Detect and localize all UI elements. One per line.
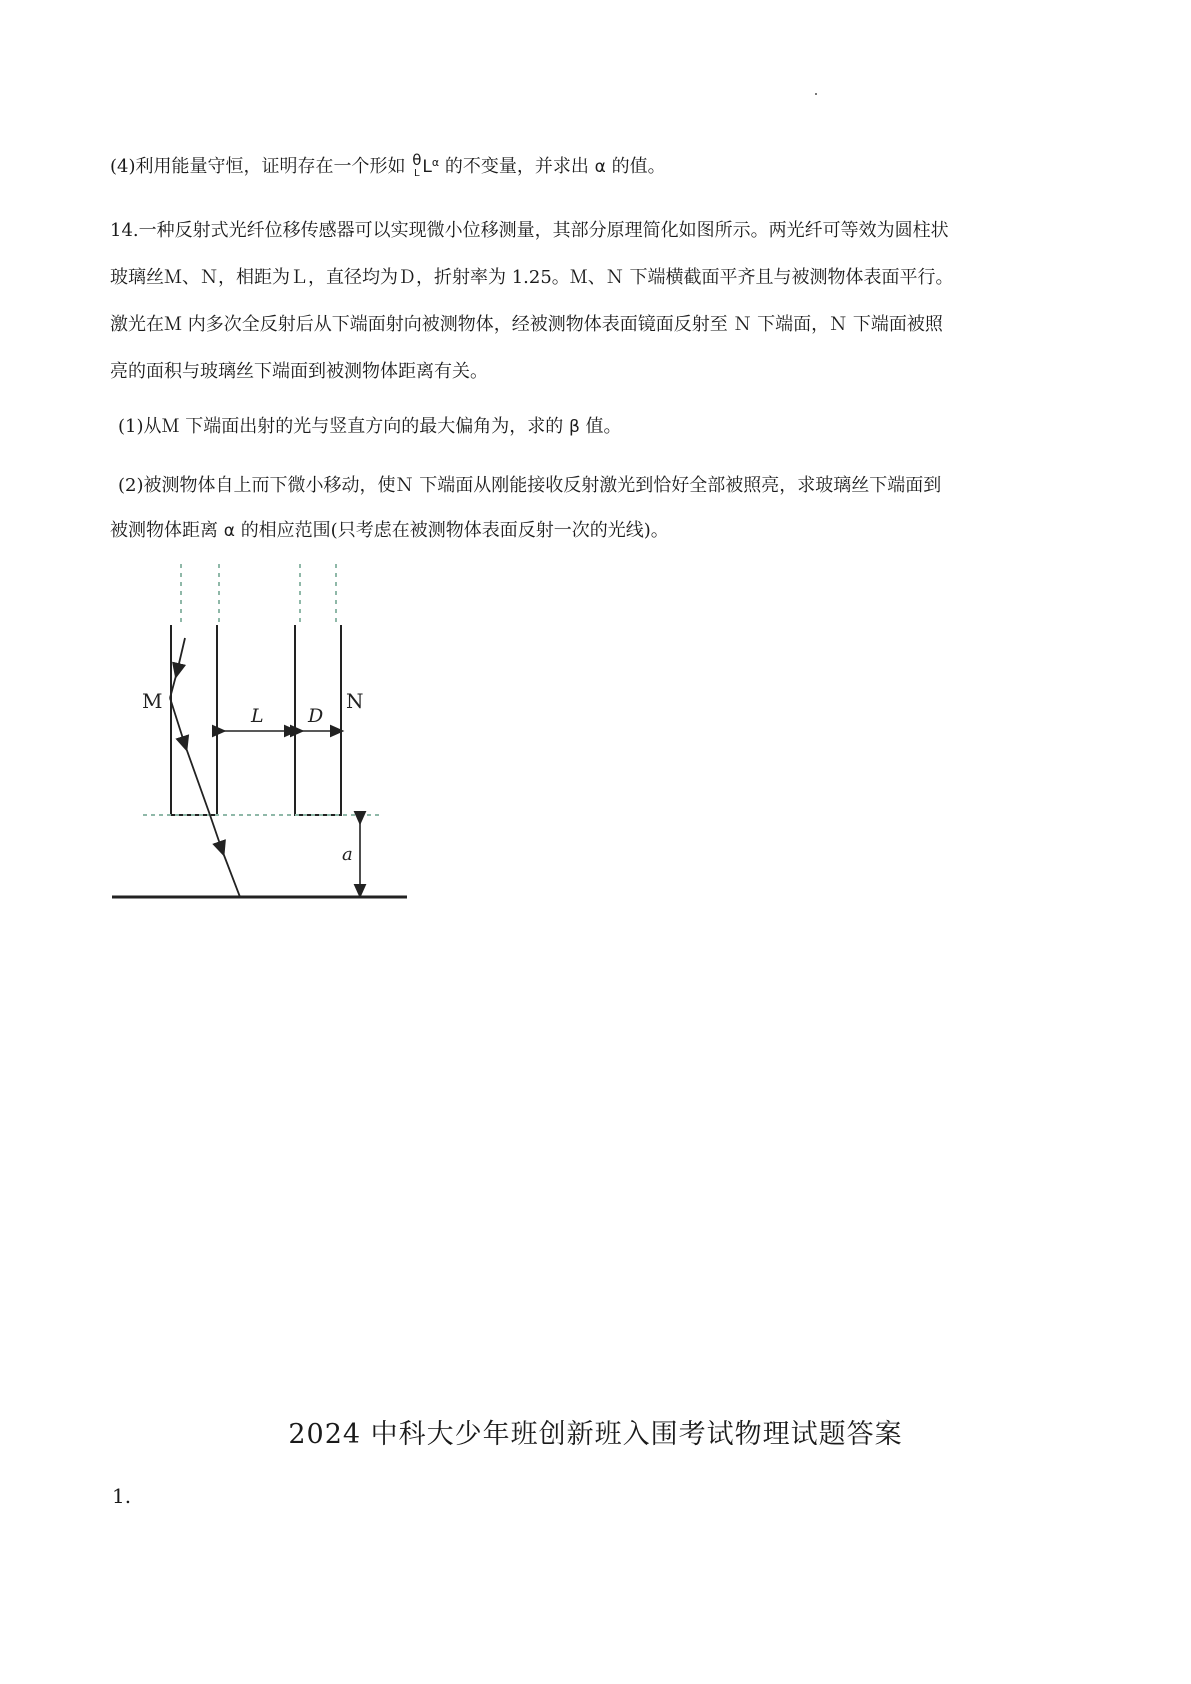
- invariant-exponent: α: [431, 156, 440, 169]
- q14-part1-text-a: (1)从Ｍ 下端面出射的光与竖直方向的最大偏角为，求的: [118, 416, 564, 437]
- label-a: a: [342, 844, 353, 865]
- laser-ray: [170, 638, 240, 897]
- q14-part2-line-1: (2)被测物体自上而下微小移动，使Ｎ 下端面从刚能接收反射激光到恰好全部被照亮，求玻璃丝下端面到: [118, 475, 942, 496]
- invariant-fraction: [412, 153, 421, 181]
- beta-symbol: β: [568, 417, 580, 437]
- label-l: L: [251, 705, 264, 727]
- q13-part4-text-b: 的不变量，并求出: [444, 156, 589, 177]
- q14-line-4: 亮的面积与玻璃丝下端面到被测物体距离有关。: [110, 361, 488, 382]
- q14-part1-text-b: 值。: [585, 416, 622, 437]
- fiber-sensor-diagram: [110, 560, 450, 920]
- answer-section-title: 2024 中科大少年班创新班入围考试物理试题答案: [288, 1419, 903, 1450]
- q14-part2-text-b: 的相应范围(只考虑在被测物体表面反射一次的光线)。: [240, 520, 669, 541]
- q14-part1: [118, 414, 1098, 440]
- q13-part4-text-a: (4)利用能量守恒，证明存在一个形如: [110, 156, 406, 177]
- q14-line-2: 玻璃丝Ｍ、Ｎ，相距为Ｌ，直径均为Ｄ，折射率为 1.25。Ｍ、Ｎ 下端横截面平齐且与被测物体表面平行。: [110, 267, 954, 288]
- alpha-symbol: α: [594, 157, 606, 177]
- invariant-base: L: [422, 157, 432, 177]
- fraction-denominator: L: [414, 168, 420, 179]
- fraction-numerator: θ: [412, 151, 422, 169]
- label-m: M: [142, 689, 163, 713]
- answer-item-number: 1.: [112, 1484, 132, 1508]
- q14-line-1: 14.一种反射式光纤位移传感器可以实现微小位移测量，其部分原理简化如图所示。两光纤可等效为圆柱状: [110, 220, 949, 241]
- q13-part4-text-c: 的值。: [611, 156, 666, 177]
- label-d: D: [308, 705, 324, 727]
- alpha-symbol-2: α: [223, 521, 235, 541]
- q14-part2-text-a: 被测物体距离: [110, 520, 218, 541]
- q14-part2-line-2: [110, 518, 1090, 544]
- q13-part4: [110, 150, 1090, 181]
- q14-line-3: 激光在Ｍ 内多次全反射后从下端面射向被测物体，经被测物体表面镜面反射至 Ｎ 下端面，Ｎ 下端面被照: [110, 314, 943, 335]
- label-n: N: [346, 689, 364, 713]
- scan-dot: [815, 93, 817, 95]
- fiber-dashed-extensions: [181, 564, 336, 622]
